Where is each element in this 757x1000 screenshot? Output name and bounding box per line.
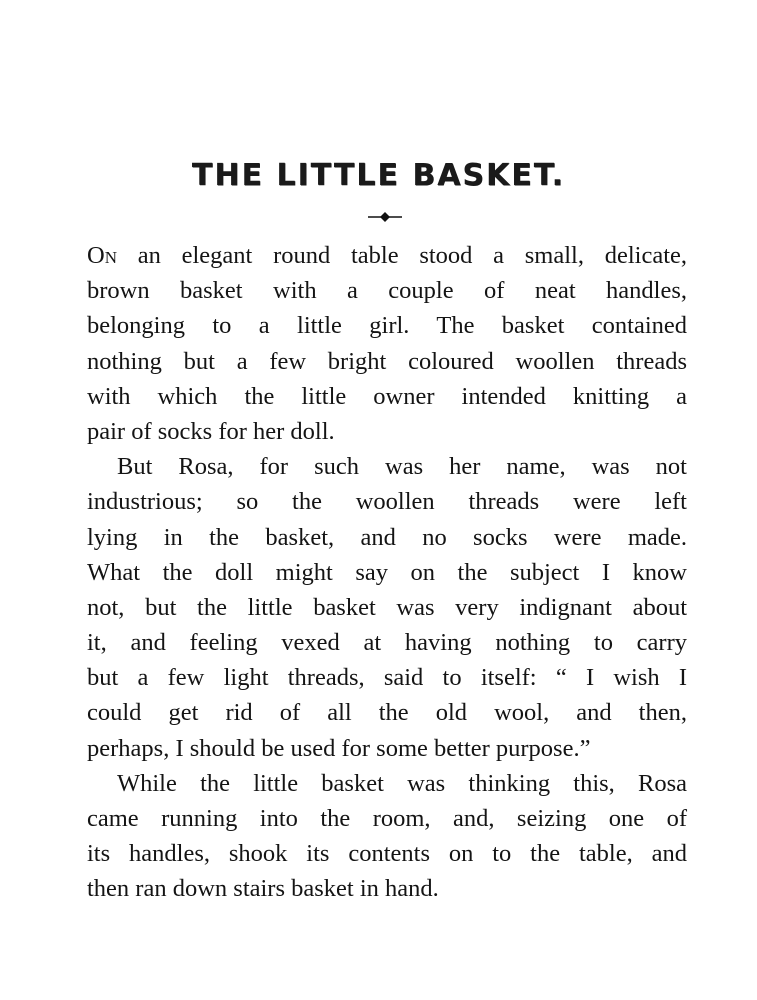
text-line: its handles, shook its contents on to the table, and bbox=[87, 840, 687, 868]
text-line: What the doll might say on the subject I know bbox=[87, 558, 687, 586]
text-line: lying in the basket, and no socks were made. bbox=[87, 523, 687, 551]
text-line: belonging to a little girl. The basket contained bbox=[87, 312, 687, 340]
drop-word: On bbox=[87, 242, 117, 269]
chapter-title: THE LITTLE BASKET. bbox=[191, 158, 566, 193]
text-line: perhaps, I should be used for some better purpose.” bbox=[87, 734, 591, 762]
text-line: nothing but a few bright coloured woollen threads bbox=[87, 347, 687, 375]
text-line: But Rosa, for such was her name, was not bbox=[117, 453, 687, 481]
text-line: came running into the room, and, seizing one of bbox=[87, 805, 687, 832]
chapter-body bbox=[87, 238, 687, 907]
text-line: could get rid of all the old wool, and then, bbox=[87, 699, 687, 727]
text-line bbox=[87, 238, 687, 273]
line-rest: an elegant round table stood a small, delicate, bbox=[137, 242, 687, 269]
text-line: industrious; so the woollen threads were left bbox=[87, 488, 687, 516]
text-line: While the little basket was thinking this, Rosa bbox=[117, 769, 687, 797]
paragraph-1 bbox=[87, 238, 687, 449]
text-line: but a few light threads, said to itself: “ I wish I bbox=[87, 664, 687, 692]
text-line: brown basket with a couple of neat handles, bbox=[87, 277, 687, 305]
text-line: not, but the little basket was very indignant about bbox=[87, 593, 687, 621]
text-line: pair of socks for her doll. bbox=[87, 417, 335, 445]
paragraph-2 bbox=[87, 449, 687, 766]
text-line: then ran down stairs basket in hand. bbox=[87, 875, 439, 903]
text-line: it, and feeling vexed at having nothing to carry bbox=[87, 629, 687, 657]
title-ornament-icon bbox=[367, 210, 403, 224]
text-line: with which the little owner intended knitting a bbox=[87, 382, 687, 410]
paragraph-3 bbox=[87, 766, 687, 907]
